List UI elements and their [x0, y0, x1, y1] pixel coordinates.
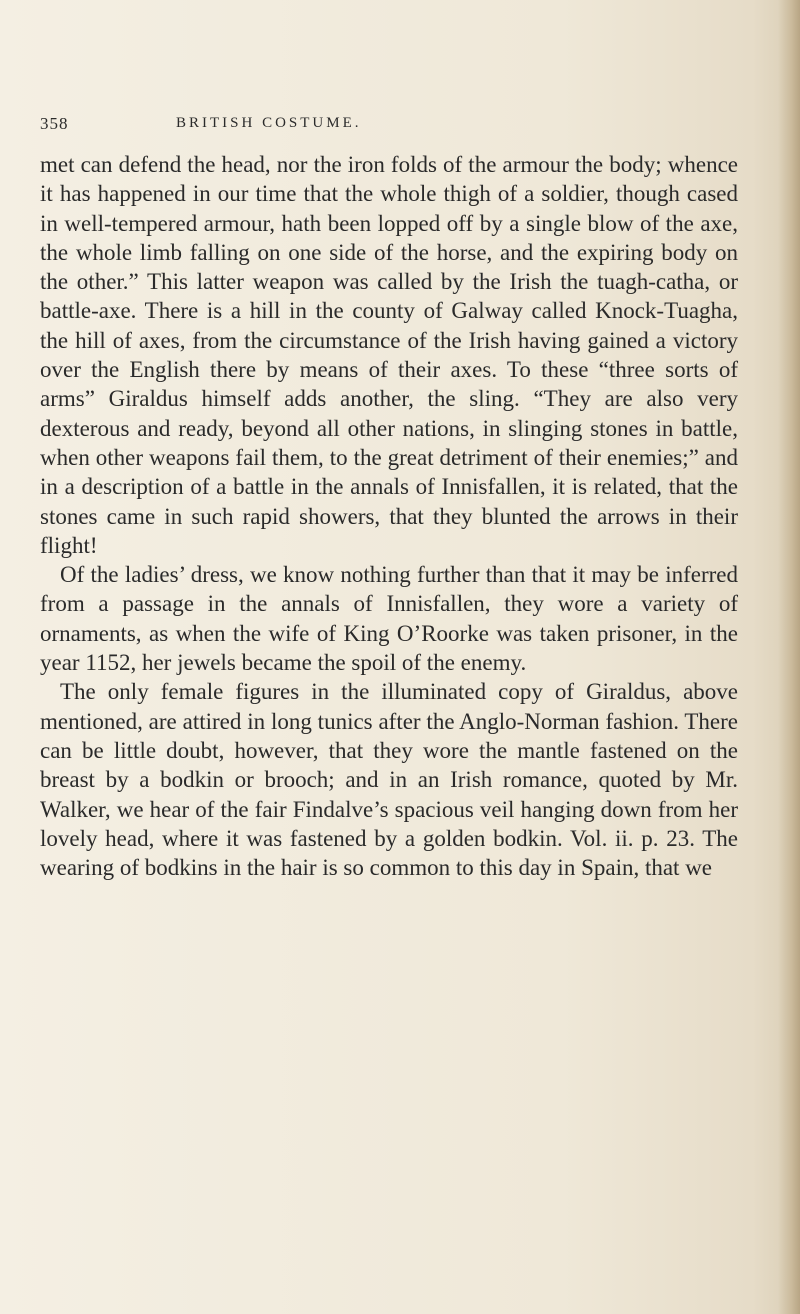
paragraph-1: met can defend the head, nor the iron folds of the armour the body; whence it has happened in our time that the whole thigh of a soldier, though cased in well-tempered armour, hath been lopped off by a single blow of the axe, the whole limb falling on one side of the horse, and the expiring body on the other.” This latter weapon was called by the Irish the tuagh-catha, or battle-axe. There is a hill in the county of Galway called Knock-Tuagha, the hill of axes, from the circumstance of the Irish having gained a victory over the English there by means of their axes. To these “three sorts of arms” Giraldus himself adds another, the sling. “They are also very dexterous and ready, beyond all other nations, in slinging stones in battle, when other weapons fail them, to the great detriment of their enemies;” and in a description of a battle in the annals of Innisfallen, it is related, that the stones came in such rapid showers, that they blunted the arrows in their flight!	[40, 152, 738, 558]
paragraph-2: Of the ladies’ dress, we know nothing further than that it may be inferred from a passage in the annals of Innisfallen, they wore a variety of ornaments, as when the wife of King O’Roorke was taken prisoner, in the year 1152, her jewels became the spoil of the enemy.	[40, 562, 738, 676]
running-head: BRITISH COSTUME.	[176, 115, 362, 131]
page-number: 358	[40, 114, 69, 133]
page-header	[40, 114, 740, 138]
paragraph-3: The only female figures in the illuminated copy of Giraldus, above mentioned, are attired in long tunics after the Anglo-Norman fashion. There can be little doubt, however, that they wore the mantle fastened on the breast by a bodkin or brooch; and in an Irish romance, quoted by Mr. Walker, we hear of the fair Findalve’s spacious veil hanging down from her lovely head, where it was fastened by a golden bodkin. Vol. ii. p. 23. The wearing of bodkins in the hair is so common to this day in Spain, that we	[40, 679, 738, 881]
body-text	[40, 150, 738, 882]
page-edge-shadow	[778, 0, 800, 1314]
